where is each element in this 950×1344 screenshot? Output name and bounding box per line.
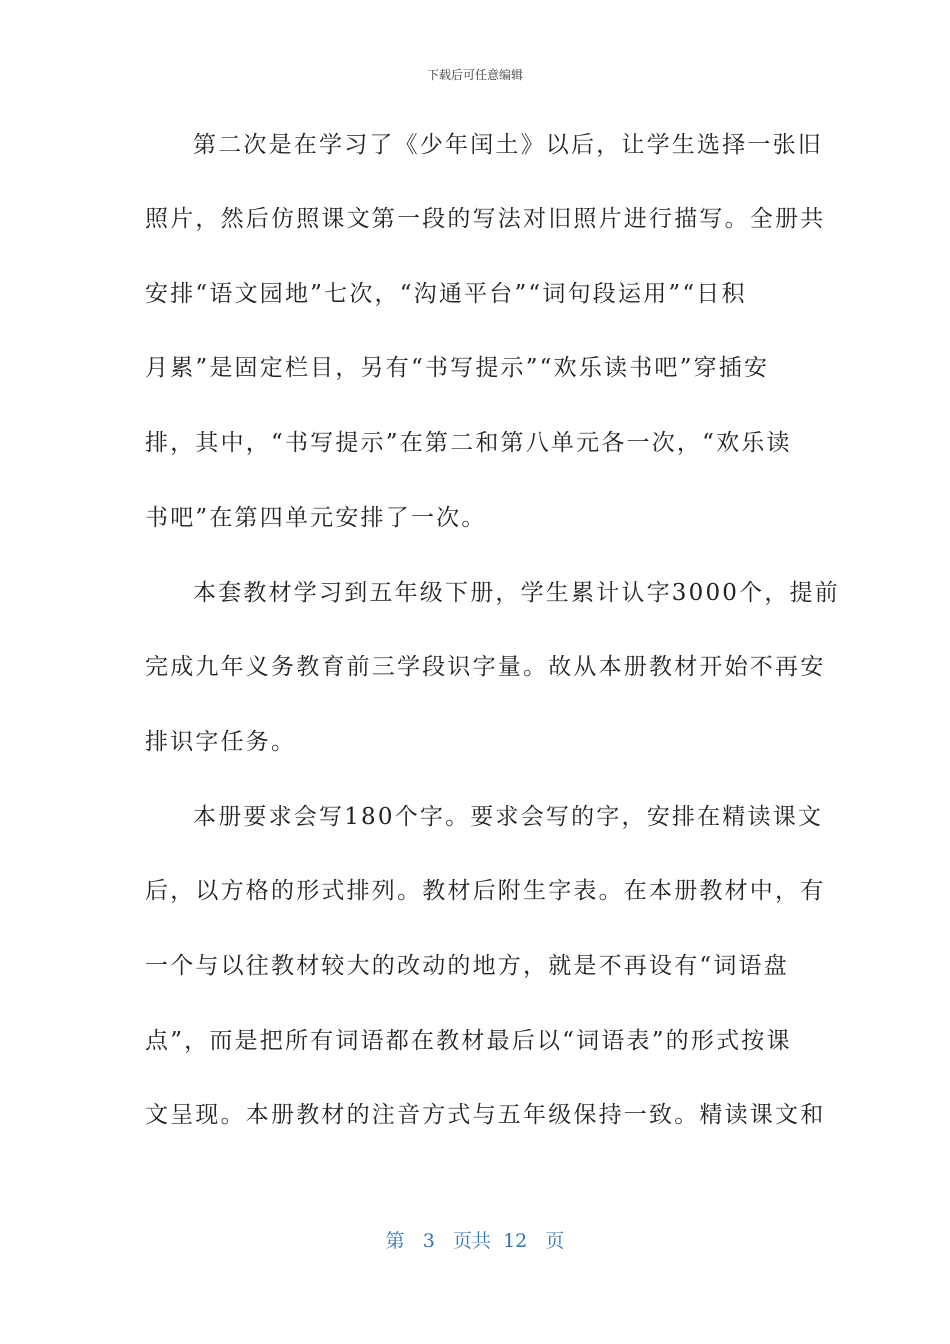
text-line: 完成九年义务教育前三学段识字量。故从本册教材开始不再安 [145, 654, 826, 680]
text-line: 点”，而是把所有词语都在教材最后以“词语表”的形式按课 [145, 1028, 792, 1054]
text-line: 排识字任务。 [145, 729, 297, 755]
text-line: 本套教材学习到五年级下册，学生累计认字3000个，提前 [193, 580, 840, 606]
header-note: 下载后可任意编辑 [426, 68, 523, 82]
text-line: 一个与以往教材较大的改动的地方，就是不再设有“词语盘 [145, 953, 789, 979]
text-line: 书吧”在第四单元安排了一次。 [145, 505, 487, 531]
text-line: 本册要求会写180个字。要求会写的字，安排在精读课文 [193, 804, 824, 830]
total-page-count: 12 [503, 1230, 528, 1252]
text-line: 后，以方格的形式排列。教材后附生字表。在本册教材中，有 [145, 878, 826, 904]
text-line: 文呈现。本册教材的注音方式与五年级保持一致。精读课文和 [145, 1102, 826, 1128]
footer-suffix: 页 [545, 1230, 565, 1252]
text-line: 安排“语文园地”七次，“沟通平台”“词句段运用”“日积 [145, 281, 747, 307]
page-number-footer [0, 1226, 950, 1253]
text-line: 排，其中，“书写提示”在第二和第八单元各一次，“欢乐读 [145, 430, 792, 456]
text-line: 月累”是固定栏目，另有“书写提示”“欢乐读书吧”穿插安 [145, 355, 770, 381]
text-line: 照片，然后仿照课文第一段的写法对旧照片进行描写。全册共 [145, 206, 826, 232]
footer-middle: 页共 [452, 1230, 491, 1252]
current-page-number: 3 [422, 1230, 435, 1252]
footer-prefix: 第 [385, 1230, 405, 1252]
text-line: 第二次是在学习了《少年闰土》以后，让学生选择一张旧 [193, 132, 823, 158]
